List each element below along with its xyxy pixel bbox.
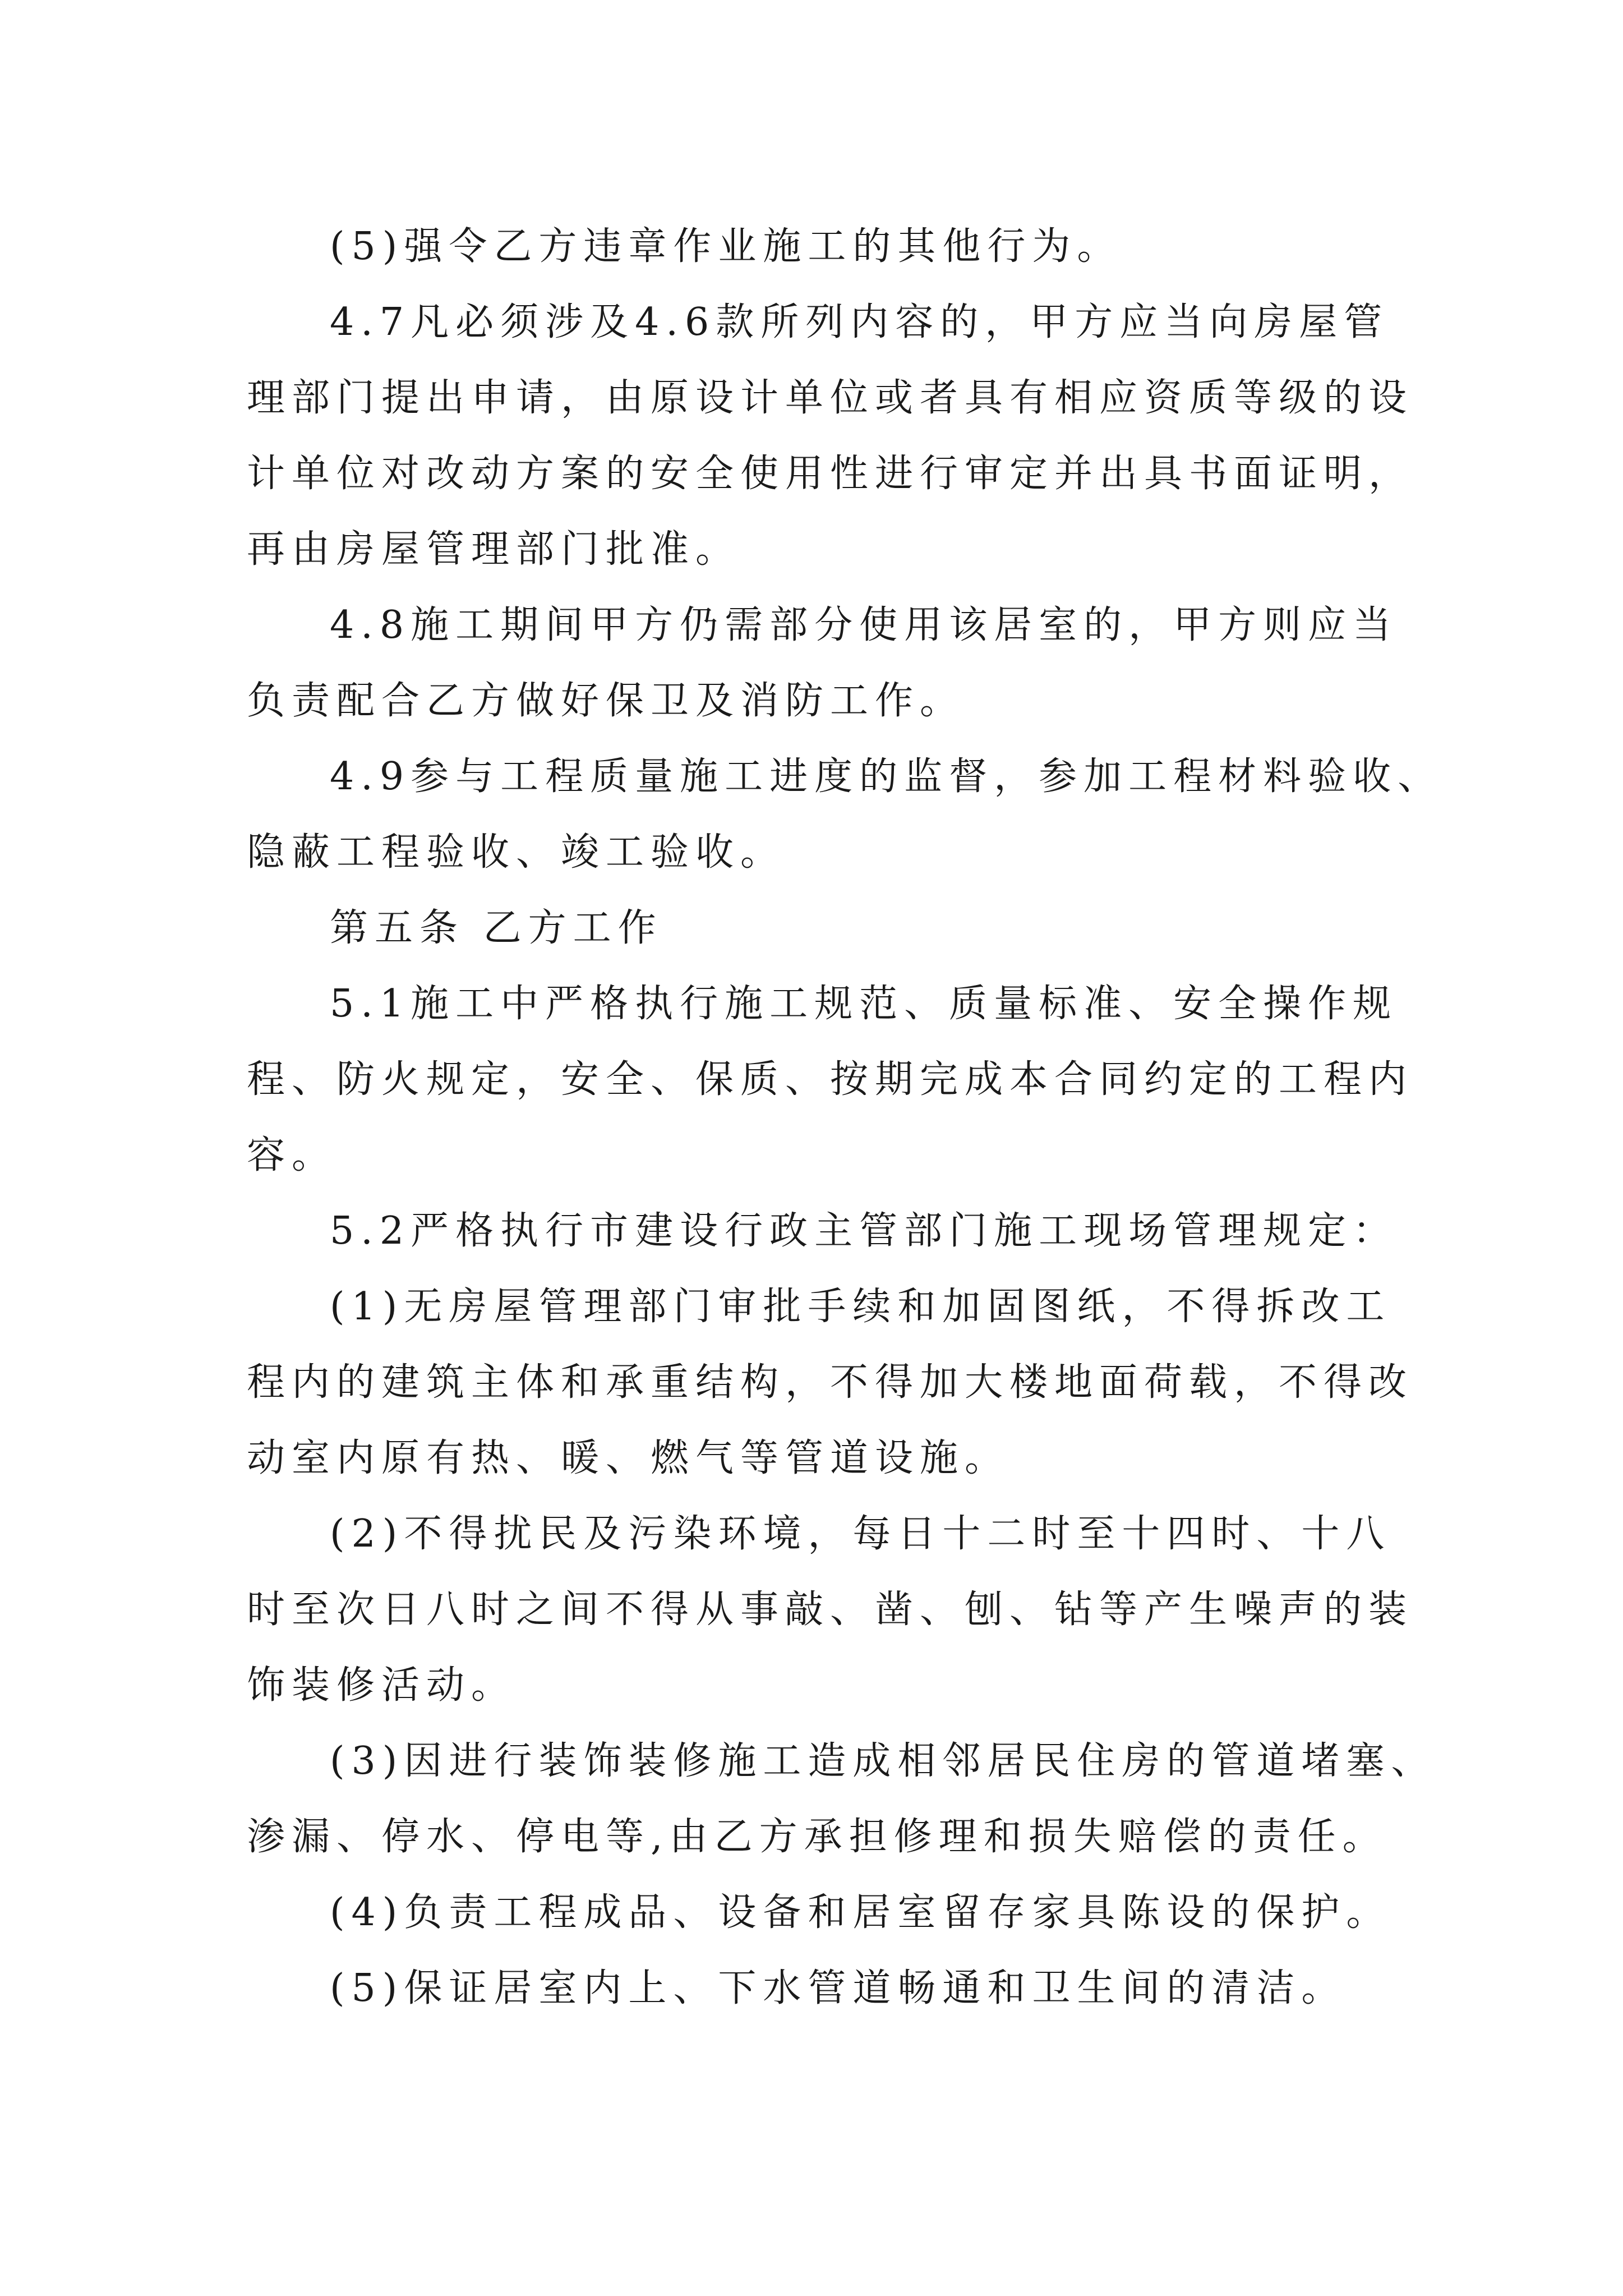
text-line: (4)负责工程成品、设备和居室留存家具陈设的保护。: [330, 1890, 1391, 1935]
text-line: 时至次日八时之间不得从事敲、凿、刨、钻等产生噪声的装: [247, 1588, 1414, 1632]
text-line: 动室内原有热、暖、燃气等管道设施。: [247, 1436, 1010, 1480]
text-line: 5.1施工中严格执行施工规范、质量标准、安全操作规: [330, 982, 1398, 1026]
text-line: 再由房屋管理部门批准。: [247, 527, 741, 572]
text-line: 4.8施工期间甲方仍需部分使用该居室的，甲方则应当: [330, 603, 1398, 647]
text-line: (3)因进行装饰装修施工造成相邻居民住房的管道堵塞、: [330, 1739, 1436, 1783]
text-line: 4.7凡必须涉及4.6款所列内容的，甲方应当向房屋管: [330, 300, 1389, 344]
text-line: 容。: [247, 1133, 337, 1177]
text-line: (5)保证居室内上、下水管道畅通和卫生间的清洁。: [330, 1966, 1347, 2010]
text-line: 饰装修活动。: [247, 1663, 517, 1708]
text-line: 计单位对改动方案的安全使用性进行审定并出具书面证明，: [247, 452, 1414, 496]
text-line: 程内的建筑主体和承重结构，不得加大楼地面荷载，不得改: [247, 1360, 1414, 1405]
text-line: 4.9参与工程质量施工进度的监督，参加工程材料验收、: [330, 754, 1443, 799]
text-line: 5.2严格执行市建设行政主管部门施工现场管理规定：: [330, 1209, 1398, 1253]
text-line: 负责配合乙方做好保卫及消防工作。: [247, 679, 965, 723]
text-line: 隐蔽工程验收、竣工验收。: [247, 830, 786, 875]
text-line: (2)不得扰民及污染环境，每日十二时至十四时、十八: [330, 1512, 1391, 1556]
text-line: 理部门提出申请，由原设计单位或者具有相应资质等级的设: [247, 376, 1414, 420]
text-line: (1)无房屋管理部门审批手续和加固图纸，不得拆改工: [330, 1285, 1391, 1329]
text-line: (5)强令乙方违章作业施工的其他行为。: [330, 224, 1122, 269]
text-line: 渗漏、停水、停电等,由乙方承担修理和损失赔偿的责任。: [247, 1815, 1387, 1859]
section-heading: 第五条 乙方工作: [330, 906, 663, 950]
text-line: 程、防火规定，安全、保质、按期完成本合同约定的工程内: [247, 1057, 1414, 1102]
